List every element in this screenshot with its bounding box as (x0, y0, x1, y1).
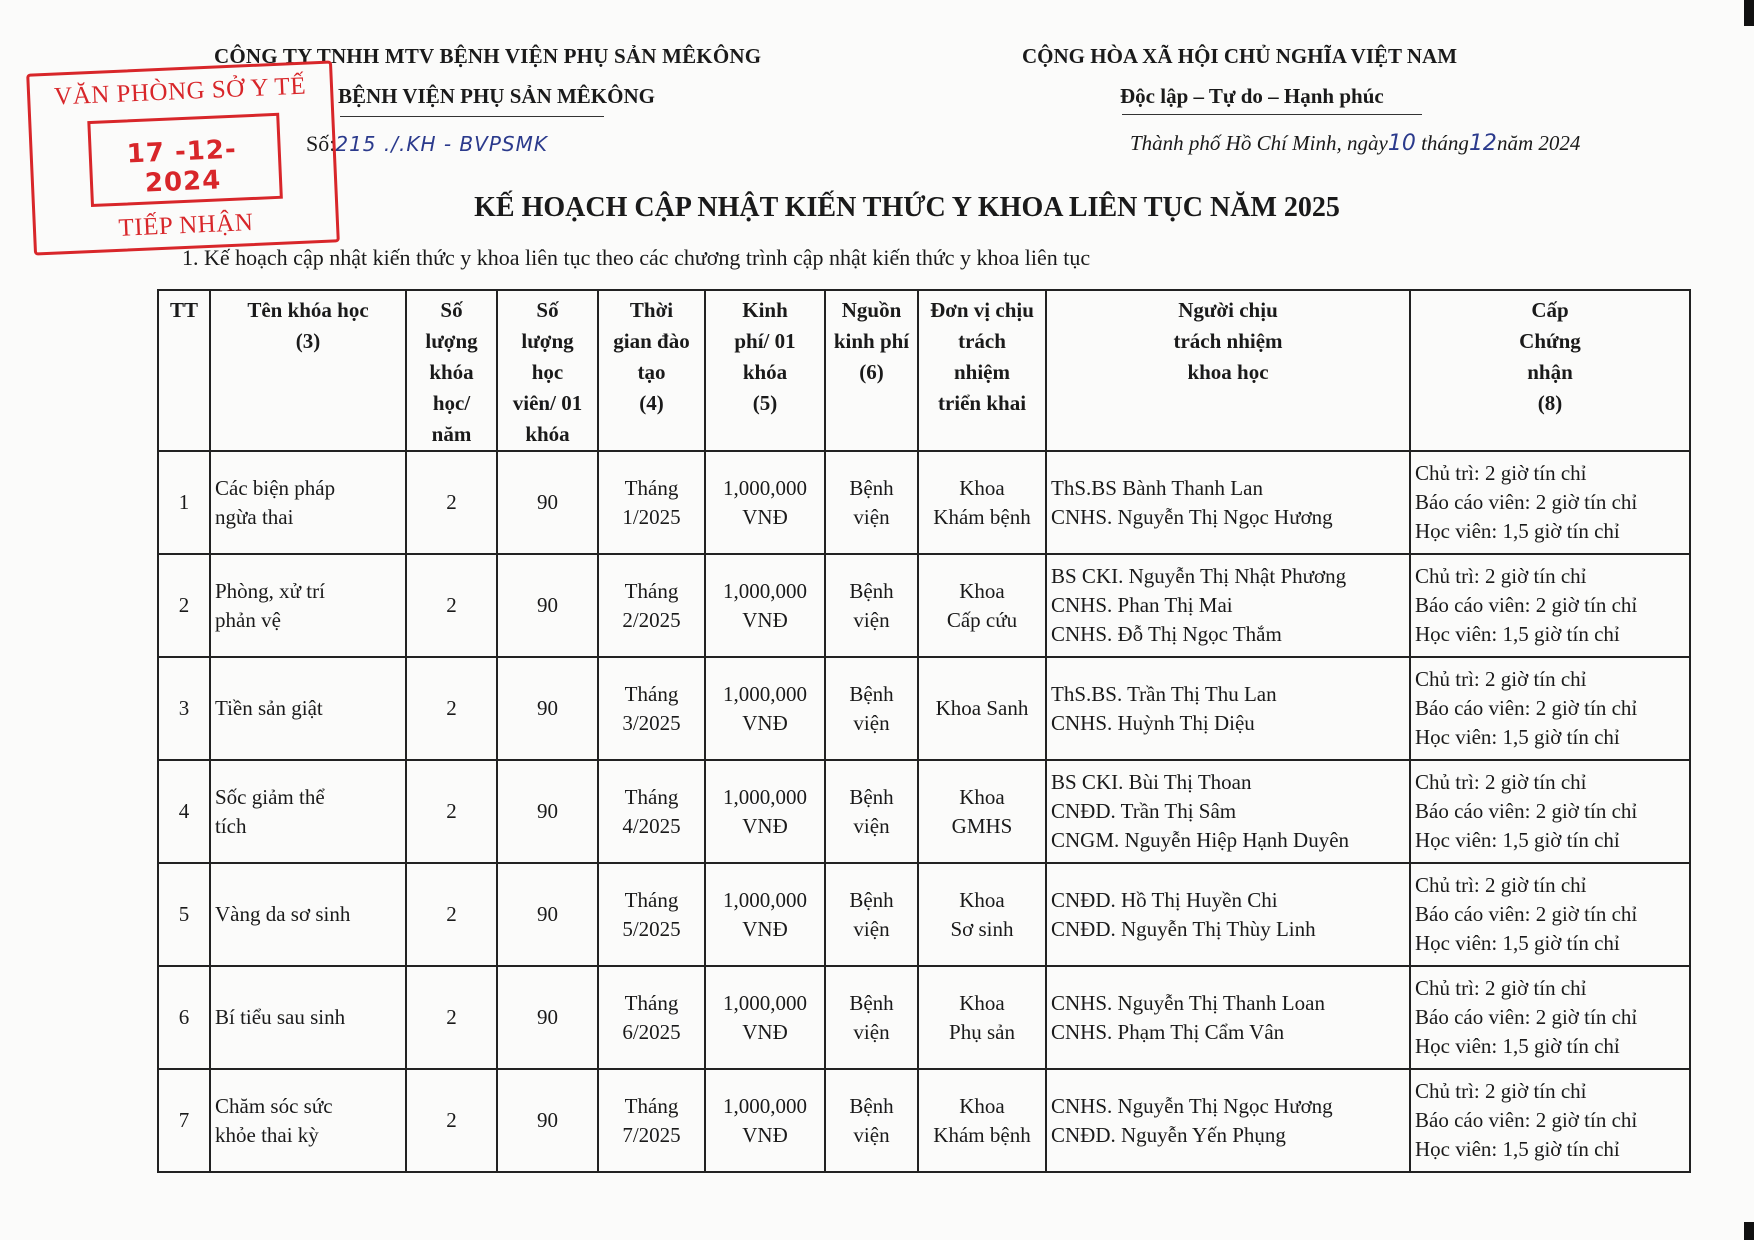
cell-cost: 1,000,000 VNĐ (705, 451, 825, 554)
cell-certificate: Chủ trì: 2 giờ tín chỉ Báo cáo viên: 2 giờ tín chỉ Học viên: 1,5 giờ tín chỉ (1410, 1069, 1690, 1172)
cell-persons: ThS.BS. Trần Thị Thu Lan CNHS. Huỳnh Thị Diệu (1046, 657, 1410, 760)
cell-unit: Khoa Cấp cứu (918, 554, 1046, 657)
cell-course: Vàng da sơ sinh (210, 863, 406, 966)
nation-motto: Độc lập – Tự do – Hạnh phúc (1120, 84, 1384, 108)
col-header-cost: Kinh phí/ 01 khóa (5) (705, 290, 825, 451)
cell-time: Tháng 7/2025 (598, 1069, 705, 1172)
cell-certificate: Chủ trì: 2 giờ tín chỉ Báo cáo viên: 2 giờ tín chỉ Học viên: 1,5 giờ tín chỉ (1410, 554, 1690, 657)
cell-funding: Bệnh viện (825, 760, 918, 863)
col-header-unit: Đơn vị chịu trách nhiệm triển khai (918, 290, 1046, 451)
cell-students: 90 (497, 657, 598, 760)
cell-funding: Bệnh viện (825, 966, 918, 1069)
cell-course: Sốc giảm thể tích (210, 760, 406, 863)
cell-persons: CNĐD. Hồ Thị Huyền Chi CNĐD. Nguyễn Thị Thùy Linh (1046, 863, 1410, 966)
header-divider-right (1122, 114, 1422, 115)
cell-unit: Khoa GMHS (918, 760, 1046, 863)
cell-unit: Khoa Khám bệnh (918, 1069, 1046, 1172)
cell-students: 90 (497, 863, 598, 966)
cell-cost: 1,000,000 VNĐ (705, 657, 825, 760)
cell-unit: Khoa Sơ sinh (918, 863, 1046, 966)
stamp-top-text: VĂN PHÒNG SỞ Y TẾ (53, 72, 307, 111)
cell-courses-per-year: 2 (406, 966, 497, 1069)
cell-tt: 2 (158, 554, 210, 657)
cell-cost: 1,000,000 VNĐ (705, 1069, 825, 1172)
col-header-course: Tên khóa học (3) (210, 290, 406, 451)
cell-students: 90 (497, 1069, 598, 1172)
col-header-students: Số lượng học viên/ 01 khóa (497, 290, 598, 451)
date-prefix: Thành phố Hồ Chí Minh, ngày (1130, 131, 1388, 155)
col-header-time: Thời gian đào tạo (4) (598, 290, 705, 451)
table-row (158, 1069, 1690, 1172)
cell-cost: 1,000,000 VNĐ (705, 554, 825, 657)
cell-cost: 1,000,000 VNĐ (705, 863, 825, 966)
document-number-handwritten: 215 ./.KH - BVPSMK (335, 132, 548, 156)
cell-certificate: Chủ trì: 2 giờ tín chỉ Báo cáo viên: 2 giờ tín chỉ Học viên: 1,5 giờ tín chỉ (1410, 760, 1690, 863)
header-divider-left (340, 116, 604, 117)
cell-tt: 3 (158, 657, 210, 760)
date-mid: tháng (1415, 131, 1469, 155)
col-header-certificate: Cấp Chứng nhận (8) (1410, 290, 1690, 451)
cell-course: Chăm sóc sức khỏe thai kỳ (210, 1069, 406, 1172)
cell-time: Tháng 4/2025 (598, 760, 705, 863)
nation-title: CỘNG HÒA XÃ HỘI CHỦ NGHĨA VIỆT NAM (1022, 44, 1458, 68)
cell-courses-per-year: 2 (406, 760, 497, 863)
cell-tt: 5 (158, 863, 210, 966)
cell-cost: 1,000,000 VNĐ (705, 760, 825, 863)
cell-cost: 1,000,000 VNĐ (705, 966, 825, 1069)
table-row (158, 966, 1690, 1069)
cell-course: Tiền sản giật (210, 657, 406, 760)
stamp-bottom-text: TIẾP NHẬN (118, 209, 254, 242)
scan-edge-mark-top (1744, 0, 1754, 26)
cell-courses-per-year: 2 (406, 863, 497, 966)
table-row (158, 657, 1690, 760)
cell-tt: 7 (158, 1069, 210, 1172)
table-row (158, 451, 1690, 554)
cell-courses-per-year: 2 (406, 451, 497, 554)
cell-certificate: Chủ trì: 2 giờ tín chỉ Báo cáo viên: 2 giờ tín chỉ Học viên: 1,5 giờ tín chỉ (1410, 863, 1690, 966)
cell-unit: Khoa Sanh (918, 657, 1046, 760)
received-stamp (26, 60, 340, 255)
document-title: KẾ HOẠCH CẬP NHẬT KIẾN THỨC Y KHOA LIÊN TỤC NĂM 2025 (474, 192, 1340, 223)
scan-edge-mark-bottom (1744, 1222, 1754, 1240)
cell-students: 90 (497, 966, 598, 1069)
cell-unit: Khoa Phụ sản (918, 966, 1046, 1069)
table-header-row (158, 290, 1690, 451)
cell-certificate: Chủ trì: 2 giờ tín chỉ Báo cáo viên: 2 giờ tín chỉ Học viên: 1,5 giờ tín chỉ (1410, 451, 1690, 554)
stamp-date: 17 -12- 2024 (126, 134, 238, 199)
cell-students: 90 (497, 451, 598, 554)
cell-unit: Khoa Khám bệnh (918, 451, 1046, 554)
cell-persons: CNHS. Nguyễn Thị Ngọc Hương CNĐD. Nguyễn Yến Phụng (1046, 1069, 1410, 1172)
hospital-name: BỆNH VIỆN PHỤ SẢN MÊKÔNG (338, 84, 655, 108)
cell-certificate: Chủ trì: 2 giờ tín chỉ Báo cáo viên: 2 giờ tín chỉ Học viên: 1,5 giờ tín chỉ (1410, 966, 1690, 1069)
cell-courses-per-year: 2 (406, 1069, 497, 1172)
document-number-prefix: Số: (306, 131, 336, 156)
date-month: 12 (1468, 131, 1497, 156)
cell-time: Tháng 6/2025 (598, 966, 705, 1069)
cell-tt: 6 (158, 966, 210, 1069)
col-header-persons: Người chịu trách nhiệm khoa học (1046, 290, 1410, 451)
cell-course: Phòng, xử trí phản vệ (210, 554, 406, 657)
organization-name: CÔNG TY TNHH MTV BỆNH VIỆN PHỤ SẢN MÊKÔNG (214, 44, 762, 68)
document-date (1130, 131, 1580, 156)
section-heading: 1. Kế hoạch cập nhật kiến thức y khoa liên tục theo các chương trình cập nhật kiến thức y khoa liên tục (182, 245, 1091, 270)
cell-course: Các biện pháp ngừa thai (210, 451, 406, 554)
cell-funding: Bệnh viện (825, 451, 918, 554)
col-header-courses-per-year: Số lượng khóa học/ năm (406, 290, 497, 451)
cell-persons: ThS.BS Bành Thanh Lan CNHS. Nguyễn Thị Ngọc Hương (1046, 451, 1410, 554)
table-row (158, 760, 1690, 863)
document-number (306, 131, 548, 157)
cell-time: Tháng 1/2025 (598, 451, 705, 554)
cell-time: Tháng 2/2025 (598, 554, 705, 657)
col-header-tt: TT (158, 290, 210, 451)
cell-funding: Bệnh viện (825, 554, 918, 657)
table-row (158, 863, 1690, 966)
training-plan-table (157, 289, 1691, 1173)
cell-students: 90 (497, 760, 598, 863)
table-row (158, 554, 1690, 657)
cell-persons: BS CKI. Bùi Thị Thoan CNĐD. Trần Thị Sâm CNGM. Nguyễn Hiệp Hạnh Duyên (1046, 760, 1410, 863)
cell-certificate: Chủ trì: 2 giờ tín chỉ Báo cáo viên: 2 giờ tín chỉ Học viên: 1,5 giờ tín chỉ (1410, 657, 1690, 760)
cell-funding: Bệnh viện (825, 1069, 918, 1172)
cell-tt: 1 (158, 451, 210, 554)
col-header-funding: Nguồn kinh phí (6) (825, 290, 918, 451)
cell-time: Tháng 3/2025 (598, 657, 705, 760)
date-day: 10 (1387, 131, 1416, 156)
cell-course: Bí tiểu sau sinh (210, 966, 406, 1069)
cell-persons: CNHS. Nguyễn Thị Thanh Loan CNHS. Phạm Thị Cẩm Vân (1046, 966, 1410, 1069)
date-suffix: năm 2024 (1496, 131, 1581, 155)
cell-funding: Bệnh viện (825, 657, 918, 760)
cell-time: Tháng 5/2025 (598, 863, 705, 966)
cell-students: 90 (497, 554, 598, 657)
cell-tt: 4 (158, 760, 210, 863)
cell-funding: Bệnh viện (825, 863, 918, 966)
cell-courses-per-year: 2 (406, 657, 497, 760)
cell-courses-per-year: 2 (406, 554, 497, 657)
cell-persons: BS CKI. Nguyễn Thị Nhật Phương CNHS. Phan Thị Mai CNHS. Đỗ Thị Ngọc Thắm (1046, 554, 1410, 657)
